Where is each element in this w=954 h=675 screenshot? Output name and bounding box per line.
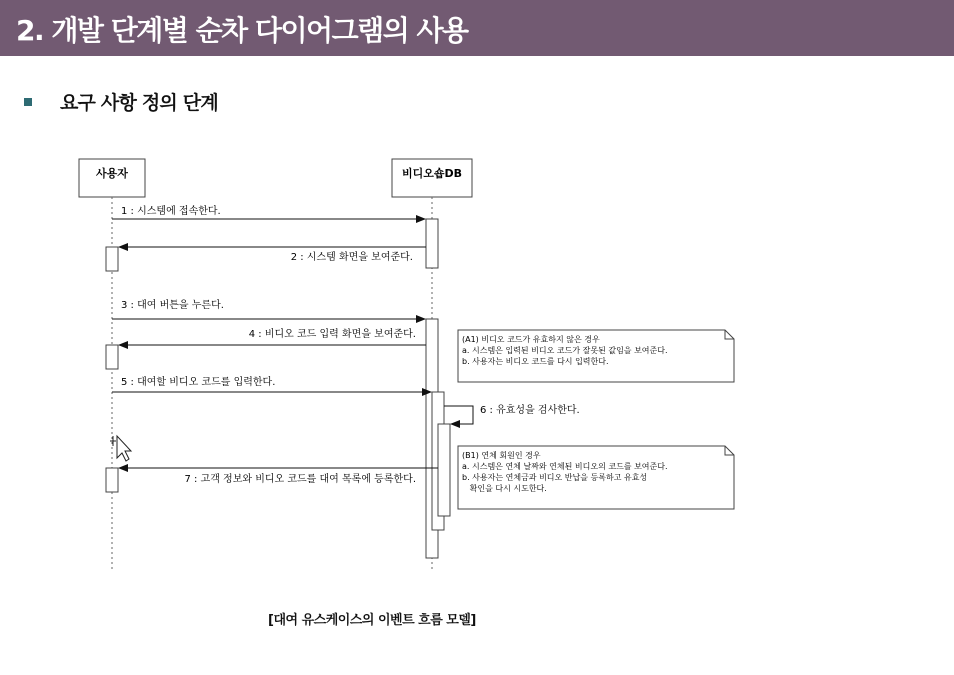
note-b1 bbox=[458, 446, 734, 509]
message-label: 4 : 비디오 코드 입력 화면을 보여준다. bbox=[248, 329, 416, 340]
figure-caption: [대여 유스케이스의 이벤트 흐름 모델] bbox=[268, 613, 476, 628]
note-line: b. 사용자는 연체금과 비디오 반납을 등록하고 유효성 bbox=[462, 473, 648, 482]
message-label: 3 : 대여 버튼을 누른다. bbox=[121, 300, 224, 311]
section-title: 요구 사항 정의 단계 bbox=[60, 92, 218, 114]
mouse-cursor-icon bbox=[110, 436, 131, 461]
note-line: a. 시스템은 입력된 비디오 코드가 잘못된 값임을 보여준다. bbox=[462, 346, 668, 355]
lifeline-videoshop-db bbox=[392, 159, 472, 197]
activation-bar bbox=[106, 345, 118, 369]
note-a1 bbox=[458, 330, 734, 382]
message-label: 5 : 대여할 비디오 코드를 입력한다. bbox=[121, 377, 276, 388]
activation-bar bbox=[106, 468, 118, 492]
note-line: (A1) 비디오 코드가 유효하지 않은 경우 bbox=[462, 335, 600, 344]
activation-bar bbox=[438, 424, 450, 516]
lifeline-user-label: 사용자 bbox=[96, 167, 128, 180]
note-line: 확인을 다시 시도한다. bbox=[462, 484, 547, 493]
message-label: 1 : 시스템에 접속한다. bbox=[121, 206, 221, 217]
lifeline-user bbox=[79, 159, 145, 197]
note-line: a. 시스템은 연체 날짜와 연체된 비디오의 코드를 보여준다. bbox=[462, 462, 668, 471]
note-line: b. 사용자는 비디오 코드를 다시 입력한다. bbox=[462, 357, 609, 366]
activation-bar bbox=[106, 247, 118, 271]
message-label: 6 : 유효성을 검사한다. bbox=[480, 405, 580, 416]
note-line: (B1) 연체 회원인 경우 bbox=[462, 451, 541, 460]
message-label: 2 : 시스템 화면을 보여준다. bbox=[290, 252, 413, 263]
activation-bar bbox=[426, 219, 438, 268]
slide-title: 2. 개발 단계별 순차 다이어그램의 사용 bbox=[16, 14, 468, 47]
self-message-arrow bbox=[444, 406, 473, 424]
lifeline-db-label: 비디오숍DB bbox=[401, 167, 463, 180]
message-label: 7 : 고객 정보와 비디오 코드를 대여 목록에 등록한다. bbox=[184, 474, 416, 485]
